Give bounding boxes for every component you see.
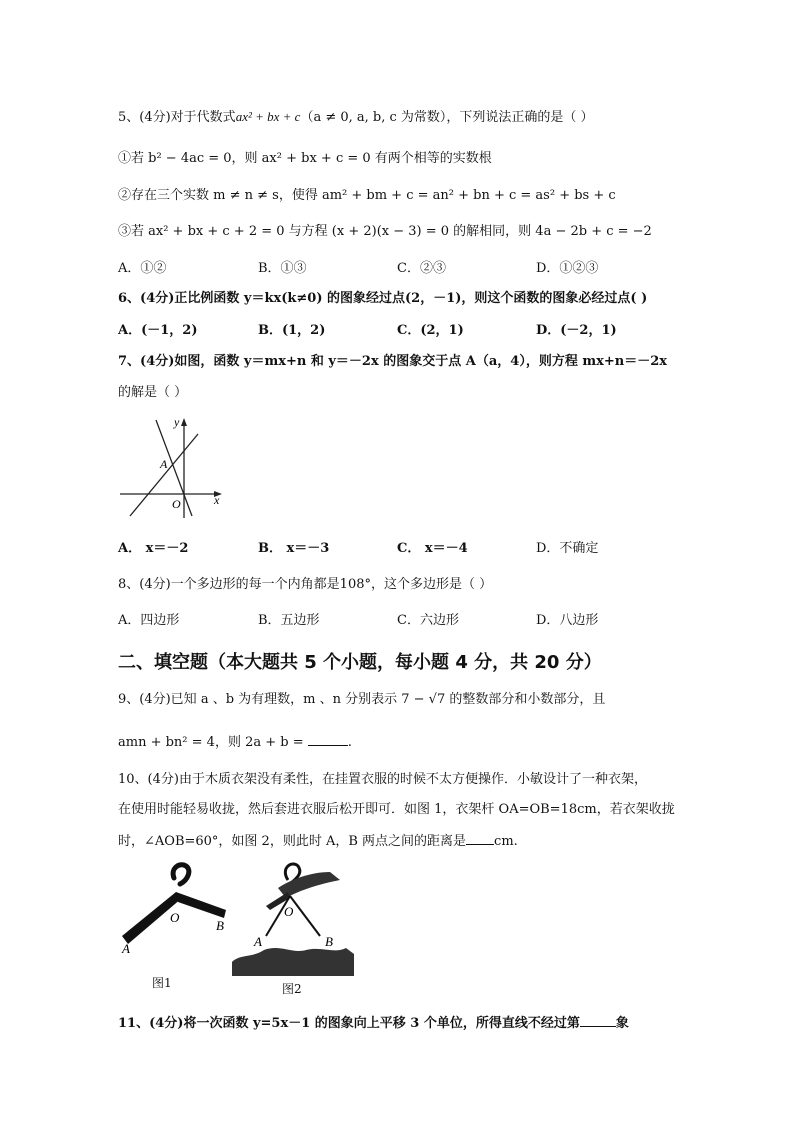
point-a-label: A [160, 457, 168, 471]
q9-answer-blank[interactable] [308, 733, 348, 746]
q11-answer-blank[interactable] [580, 1014, 616, 1027]
q8-option-a: A．四边形 [118, 613, 180, 628]
figure-2-hanger-folded [230, 858, 360, 983]
q10-answer-blank[interactable] [466, 832, 494, 845]
figure-1-caption: 图1 [152, 976, 172, 990]
figure-1-hanger [118, 858, 238, 958]
y-axis-arrow [181, 418, 187, 426]
q6-option-d: D．(－2，1) [536, 323, 617, 338]
q7-stem-line1: 7、(4分)如图，函数 y＝mx+n 和 y＝－2x 的图象交于点 A（a，4），则方程 mx+n＝－2x [118, 354, 668, 369]
hanger-hook [173, 865, 189, 884]
fig2-label-o: O [284, 904, 294, 919]
q9-line2 [118, 733, 352, 752]
fig1-label-b: B [216, 918, 224, 933]
q5-condition: （a ≠ 0, a, b, c 为常数） [300, 110, 447, 125]
q7-function-graph [118, 412, 228, 524]
q8-option-b: B．五边形 [258, 613, 320, 628]
hanger-arm-ob [176, 892, 226, 918]
q11-stem [118, 1014, 629, 1033]
figure-2-caption: 图2 [282, 982, 302, 996]
q9-line2-suffix: . [347, 735, 352, 750]
q5-option-b: B．①③ [258, 261, 307, 276]
q5-statement-3: ③若 ax² + bx + c + 2 = 0 与方程 (x + 2)(x − 3) = 0 的解相同，则 4a − 2b + c = −2 [118, 224, 652, 239]
q9-line2-prefix: amn + bn² = 4，则 2a + b = [118, 735, 304, 750]
q5-stem-suffix: ，下列说法正确的是（ ） [446, 110, 594, 125]
q8-option-d: D．八边形 [536, 613, 599, 628]
q10-line3-suffix: cm. [494, 834, 518, 849]
q10-line3 [118, 832, 518, 851]
q11-prefix: 11、(4分)将一次函数 y=5x－1 的图象向上平移 3 个单位，所得直线不经过第 [118, 1016, 580, 1031]
q11-suffix: 象 [615, 1016, 629, 1031]
fig1-label-o: O [170, 910, 180, 925]
q5-statement-1: ①若 b² − 4ac = 0，则 ax² + bx + c = 0 有两个相等的实数根 [118, 151, 492, 166]
q10-line2: 在使用时能轻易收拢，然后套进衣服后松开即可．如图 1，衣架杆 OA=OB=18cm，若衣架收拢 [118, 802, 675, 817]
q5-option-c: C．②③ [397, 261, 446, 276]
y-axis-label: y [174, 415, 180, 429]
q6-option-c: C．(2，1) [397, 323, 464, 338]
origin-label: O [172, 497, 181, 511]
fig1-label-a: A [122, 941, 130, 956]
q7-option-a: A． x＝－2 [118, 541, 189, 556]
q7-option-b: B． x＝－3 [258, 541, 330, 556]
q7-option-d: D．不确定 [536, 541, 599, 556]
fig2-label-b: B [325, 934, 333, 949]
q9-line1: 9、(4分)已知 a 、b 为有理数，m 、n 分别表示 7 − √7 的整数部分和小数部分，且 [118, 692, 606, 707]
q6-stem: 6、(4分)正比例函数 y＝kx(k≠0) 的图象经过点(2，－1)，则这个函数的图象必经过点( ) [118, 291, 648, 306]
q7-option-c: C． x＝－4 [397, 541, 468, 556]
q7-stem-line2: 的解是（ ） [118, 385, 188, 400]
section-2-title: 二、填空题（本大题共 5 个小题，每小题 4 分，共 20 分） [118, 652, 602, 673]
q6-option-b: B．(1，2) [258, 323, 326, 338]
q5-stem-prefix: 5、(4分)对于代数式 [118, 110, 236, 125]
q8-stem: 8、(4分)一个多边形的每一个内角都是108°，这个多边形是（ ） [118, 577, 493, 592]
hanger-arm-ob [290, 896, 320, 936]
q10-line3-prefix: 时，∠AOB=60°，如图 2，则此时 A，B 两点之间的距离是 [118, 834, 467, 849]
q5-option-d: D．①②③ [536, 261, 599, 276]
q5-statement-2: ②存在三个实数 m ≠ n ≠ s，使得 am² + bm + c = an² + bn + c = as² + bs + c [118, 188, 616, 203]
q5-expression: ax² + bx + c [235, 109, 301, 124]
q10-line1: 10、(4分)由于木质衣架没有柔性，在挂置衣服的时候不太方便操作．小敏设计了一种衣架， [118, 772, 647, 787]
fig2-label-a: A [254, 934, 262, 949]
q6-option-a: A．(－1，2) [118, 323, 198, 338]
q8-option-c: C．六边形 [397, 613, 459, 628]
x-axis-label: x [214, 493, 220, 507]
garment [232, 948, 354, 976]
q5-option-a: A．①② [118, 261, 167, 276]
q5-stem [118, 108, 594, 127]
